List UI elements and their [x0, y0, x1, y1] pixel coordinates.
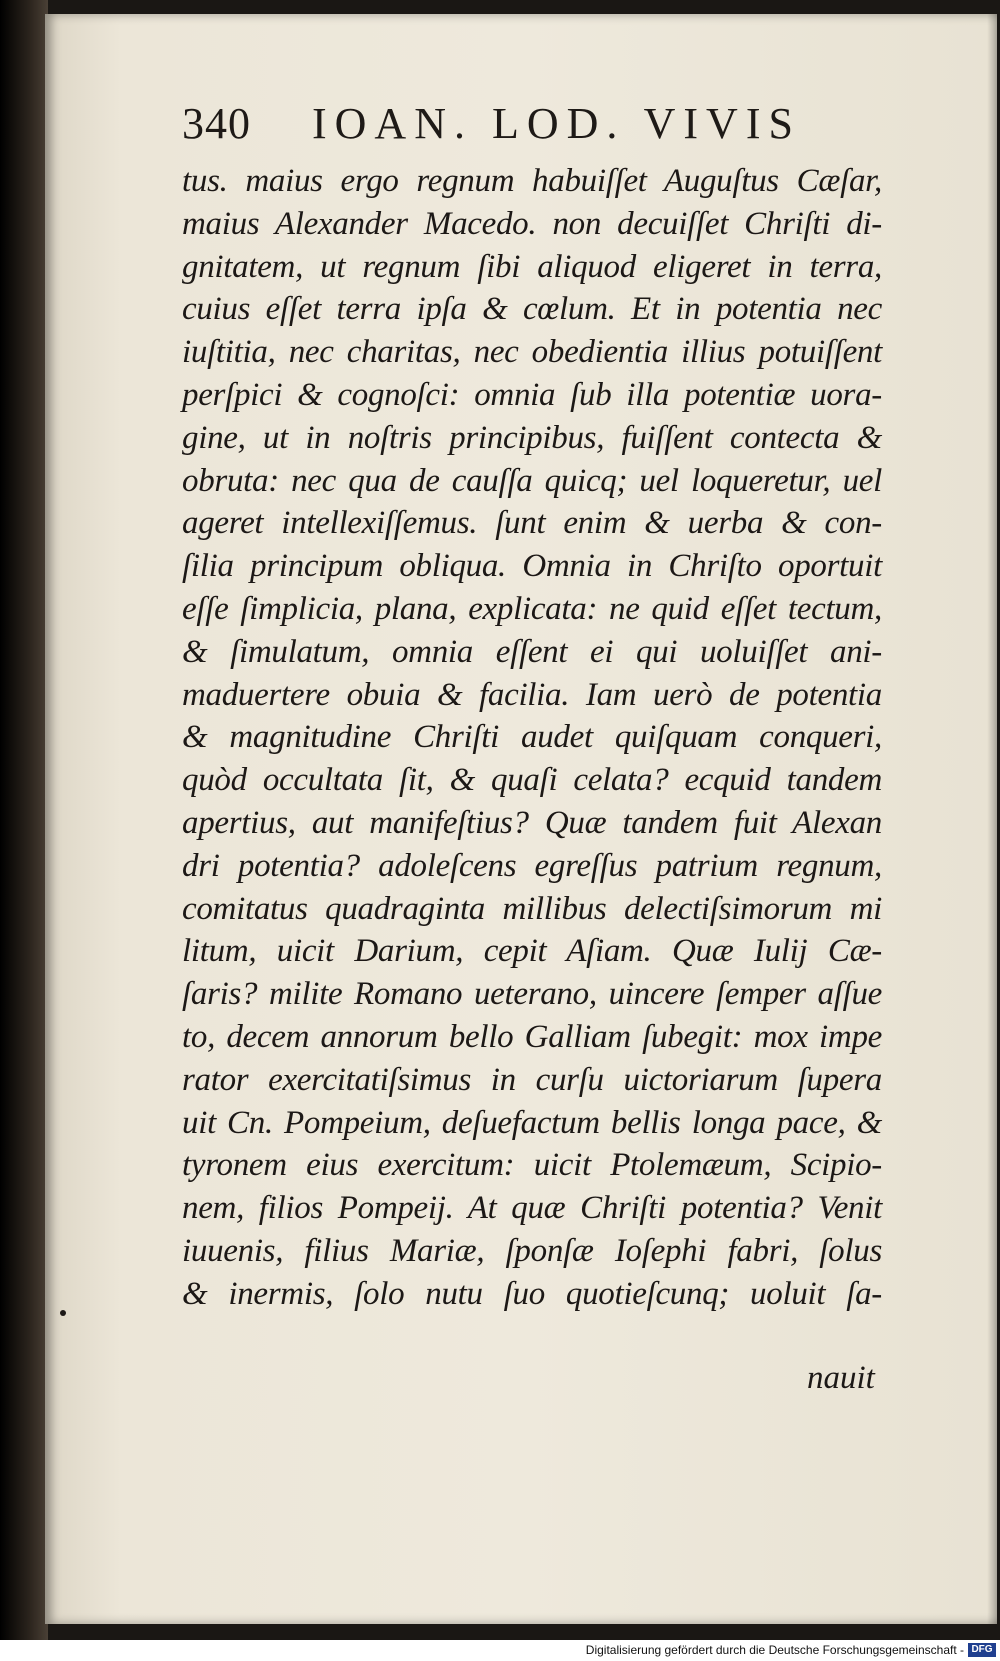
text-line: & magnitudine Chriſti audet quiſquam conqueri, [182, 719, 882, 756]
text-block [182, 160, 882, 1316]
text-line: gnitatem, ut regnum ſibi aliquod eligeret in terra, [182, 248, 882, 285]
text-line: obruta: nec qua de cauſſa quicq; uel loqueretur, uel [182, 462, 882, 499]
text-line: tus. maius ergo regnum habuiſſet Auguſtus Cæſar, [182, 163, 882, 199]
text-line: iuuenis, filius Mariæ, ſponſæ Ioſephi fabri, ſolus [182, 1232, 882, 1269]
text-line: & ſimulatum, omnia eſſent ei qui uoluiſſet ani- [182, 633, 882, 670]
text-line: ſilia principum obliqua. Omnia in Chriſto oportuit [182, 548, 882, 585]
footer-credit: Digitalisierung gefördert durch die Deutsche Forschungsgemeinschaft - [585, 1643, 964, 1657]
text-line: cuius eſſet terra ipſa & cœlum. Et in potentia nec [182, 291, 882, 328]
dfg-logo-icon: DFG [968, 1643, 996, 1657]
text-line: maius Alexander Macedo. non decuiſſet Chriſti di- [182, 205, 882, 242]
text-line: ſaris? milite Romano ueterano, uincere ſemper aſſue [182, 976, 882, 1013]
text-line: to, decem annorum bello Galliam ſubegit: mox impe [182, 1018, 882, 1055]
page-number: 340 [182, 99, 251, 148]
text-line: comitatus quadraginta millibus delectiſsimorum mi [182, 890, 882, 927]
text-line: ageret intellexiſſemus. ſunt enim & uerba & con- [182, 505, 882, 542]
text-line: gine, ut in noſtris principibus, fuiſſent contecta & [182, 419, 882, 456]
text-line: litum, uicit Darium, cepit Aſiam. Quæ Iulij Cæ- [182, 933, 882, 970]
book-binding [0, 0, 48, 1640]
text-line: maduertere obuia & facilia. Iam uerò de potentia [182, 676, 882, 713]
digitization-footer [0, 1640, 1000, 1661]
text-line: apertius, aut manifeſtius? Quæ tandem fuit Alexan [182, 804, 882, 841]
page-edge-shadow [987, 14, 997, 1624]
margin-mark [60, 1310, 66, 1316]
text-line: uit Cn. Pompeium, deſuefactum bellis longa pace, & [182, 1104, 882, 1141]
text-line: eſſe ſimplicia, plana, explicata: ne quid eſſet tectum, [182, 590, 882, 627]
text-line: nem, filios Pompeij. At quæ Chriſti potentia? Venit [182, 1190, 882, 1227]
text-line: iuſtitia, nec charitas, nec obedientia illius potuiſſent [182, 334, 882, 371]
text-line: quòd occultata ſit, & quaſi celata? ecquid tandem [182, 762, 882, 799]
text-line: perſpici & cognoſci: omnia ſub illa potentiæ uora- [182, 376, 882, 413]
text-line: rator exercitatiſsimus in curſu uictoriarum ſupera [182, 1061, 882, 1098]
catchword: nauit [807, 1360, 875, 1396]
running-head: IOAN. LOD. VIVIS [312, 99, 801, 148]
text-line: & inermis, ſolo nutu ſuo quotieſcunq; uoluit ſa- [182, 1275, 882, 1312]
page-header [182, 98, 872, 158]
text-line: tyronem eius exercitum: uicit Ptolemæum, Scipio- [182, 1147, 882, 1184]
text-line: dri potentia? adoleſcens egreſſus patrium regnum, [182, 847, 882, 884]
